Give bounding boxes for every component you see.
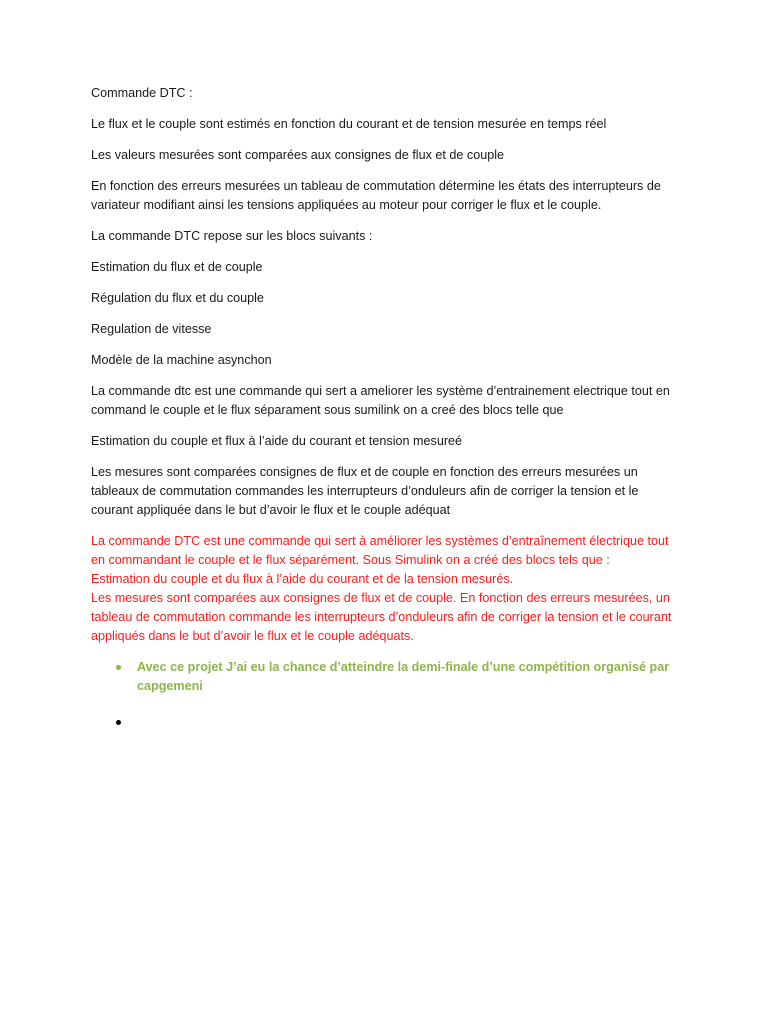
bullet-text-capgemini: Avec ce projet J’ai eu la chance d’atteindre la demi-finale d’une compétition organisé par capgemeni [137,660,670,693]
paragraph-regulation-vitesse: Regulation de vitesse [91,322,212,336]
corrected-paragraph-commande: La commande DTC est une commande qui sert à améliorer les systèmes d’entraînement électrique tout en commandant le couple et le flux séparément. Sous Simulink on a créé des blocs tels que : [91,534,669,567]
bullet-dot-icon [116,720,121,725]
paragraph-modele-machine: Modèle de la machine asynchon [91,353,272,367]
paragraph-estimation-flux: Estimation du flux et de couple [91,260,263,274]
paragraph-blocs-suivants: La commande DTC repose sur les blocs suivants : [91,229,373,243]
paragraph-estimation-couple-flux: Estimation du couple et flux à l’aide du courant et tension mesureé [91,434,463,448]
heading-commande-dtc: Commande DTC : [91,86,193,100]
bullet-item-empty [91,713,681,732]
paragraph-commande-dtc-sumilink: La commande dtc est une commande qui sert a ameliorer les système d’entrainement electrique tout en command le couple et le flux séparament sous sumilink on a creé des blocs telle que [91,384,670,417]
corrected-paragraph-estimation: Estimation du couple et du flux à l’aide du courant et de la tension mesurés. [91,572,514,586]
document-body [91,84,681,749]
bullet-dot-icon [116,665,121,670]
corrected-text-block [91,532,681,646]
paragraph-tableau-commutation: En fonction des erreurs mesurées un tableau de commutation détermine les états des interrupteurs de variateur modifiant ainsi les tensions appliquées au moteur pour corriger le flux et le couple. [91,179,661,212]
paragraph-valeurs-mesurees: Les valeurs mesurées sont comparées aux consignes de flux et de couple [91,148,505,162]
paragraph-regulation-flux: Régulation du flux et du couple [91,291,264,305]
paragraph-flux-couple-estimes: Le flux et le couple sont estimés en fonction du courant et de tension mesurée en temps réel [91,117,607,131]
paragraph-mesures-comparees: Les mesures sont comparées consignes de flux et de couple en fonction des erreurs mesurées un tableaux de commutation commandes les interrupteurs d’onduleurs afin de corriger la tension et le courant appliquée dans le but d’avoir le flux et le couple adéquat [91,465,639,517]
bullet-list [91,658,681,732]
bullet-item-capgemini [91,658,681,696]
corrected-paragraph-mesures: Les mesures sont comparées aux consignes de flux et de couple. En fonction des erreurs mesurées, un tableau de commutation commande les interrupteurs d’onduleurs afin de corriger la tension et le courant appliqués dans le but d’avoir le flux et le couple adéquats. [91,591,672,643]
